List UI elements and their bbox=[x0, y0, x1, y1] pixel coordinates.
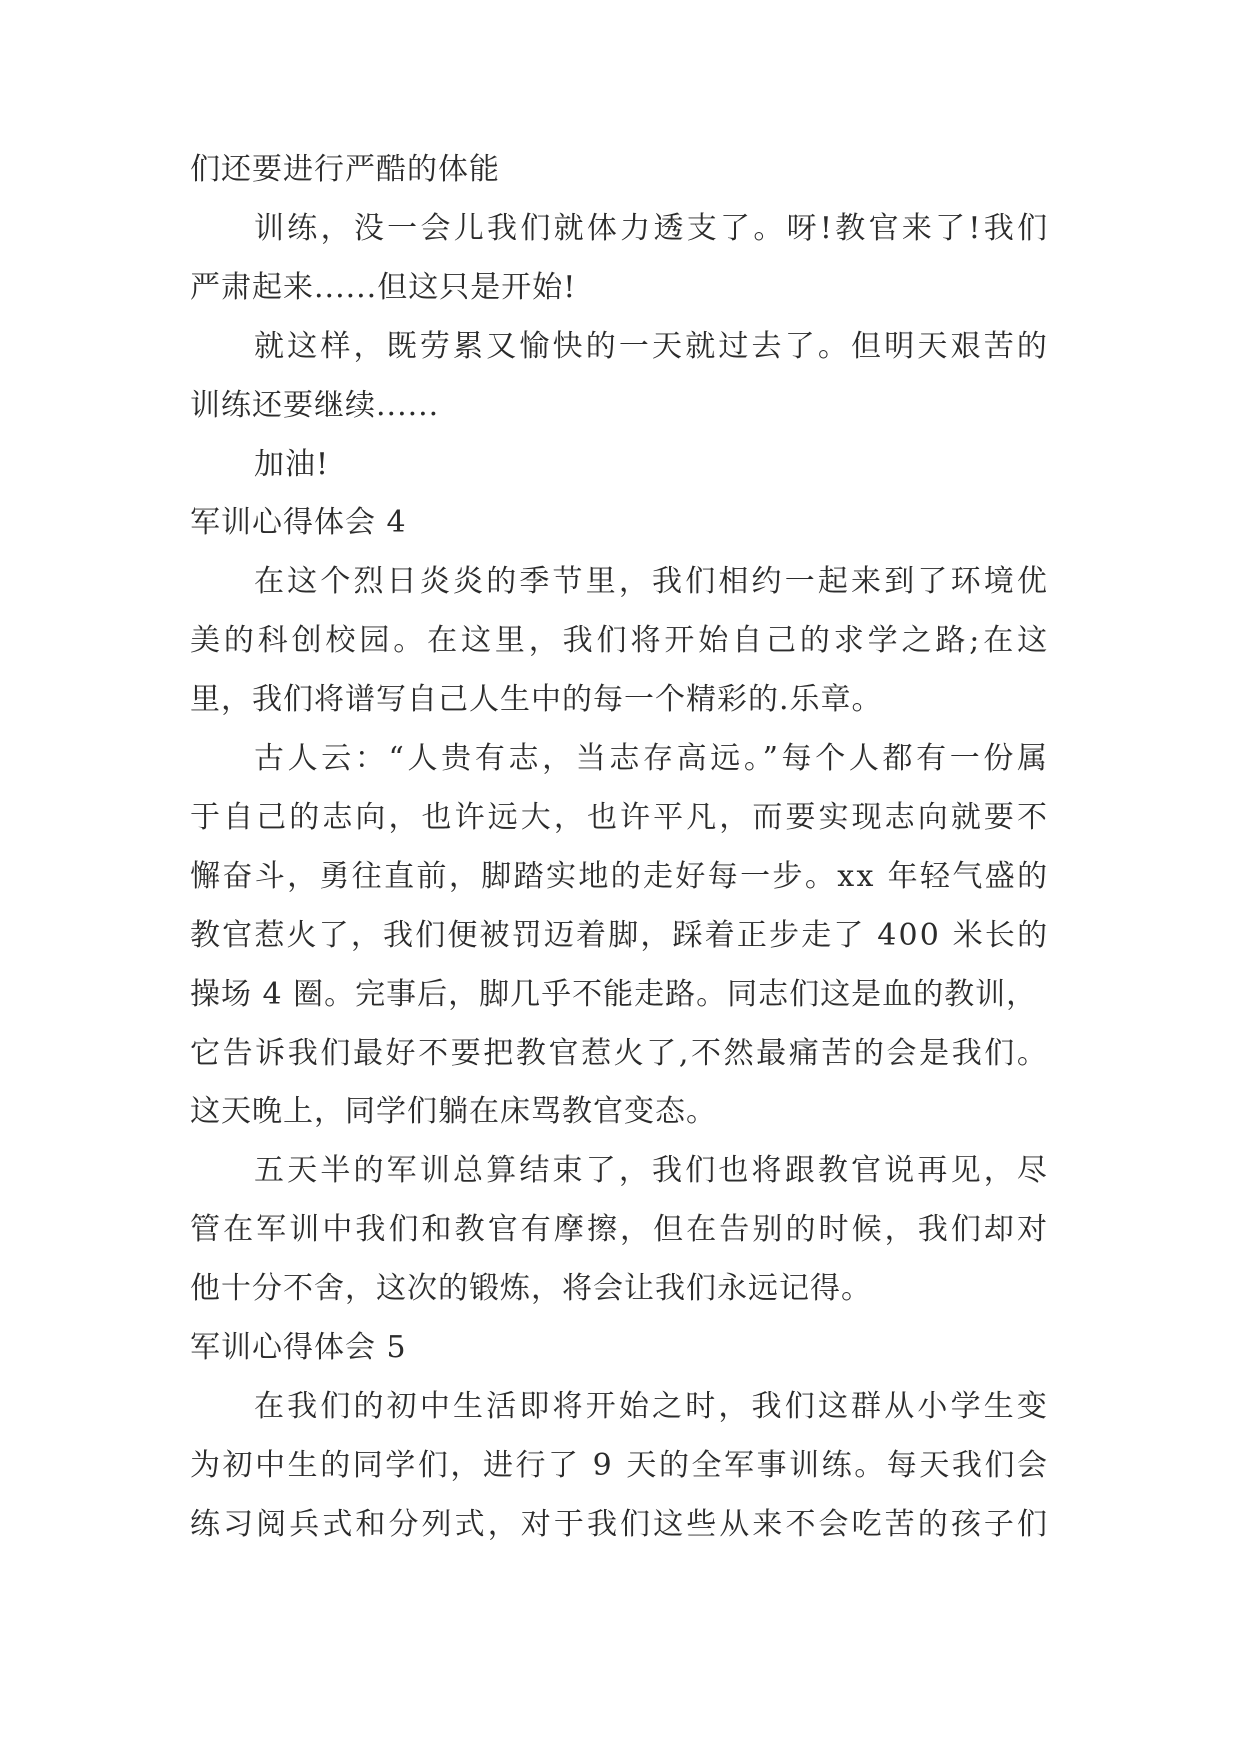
text-line: 教官惹火了，我们便被罚迈着脚，踩着正步走了 400 米长的 bbox=[190, 918, 1050, 953]
text-line: 古人云：“人贵有志，当志存高远。”每个人都有一份属 bbox=[254, 741, 1051, 776]
text-line: 们还要进行严酷的体能 bbox=[190, 152, 500, 187]
text-line: 他十分不舍，这次的锻炼，将会让我们永远记得。 bbox=[190, 1271, 872, 1306]
text-line: 它告诉我们最好不要把教官惹火了,不然最痛苦的会是我们。 bbox=[190, 1036, 1050, 1071]
section-heading: 军训心得体会 4 bbox=[190, 505, 407, 540]
text-line: 为初中生的同学们，进行了 9 天的全军事训练。每天我们会 bbox=[190, 1448, 1050, 1483]
text-line: 于自己的志向，也许远大，也许平凡，而要实现志向就要不 bbox=[190, 800, 1051, 835]
section-heading: 军训心得体会 5 bbox=[190, 1330, 407, 1365]
text-line: 里，我们将谱写自己人生中的每一个精彩的.乐章。 bbox=[190, 682, 883, 717]
text-line: 懈奋斗，勇往直前，脚踏实地的走好每一步。xx 年轻气盛的 bbox=[190, 859, 1050, 894]
text-line: 五天半的军训总算结束了，我们也将跟教官说再见，尽 bbox=[254, 1153, 1051, 1188]
text-line: 管在军训中我们和教官有摩擦，但在告别的时候，我们却对 bbox=[190, 1212, 1051, 1247]
text-line: 就这样，既劳累又愉快的一天就过去了。但明天艰苦的 bbox=[254, 329, 1051, 364]
text-line: 美的科创校园。在这里，我们将开始自己的求学之路;在这 bbox=[190, 623, 1051, 658]
text-line: 练习阅兵式和分列式，对于我们这些从来不会吃苦的孩子们 bbox=[190, 1507, 1051, 1542]
text-line: 在这个烈日炎炎的季节里，我们相约一起来到了环境优 bbox=[254, 564, 1051, 599]
text-line: 操场 4 圈。完事后，脚几乎不能走路。同志们这是血的教训， bbox=[190, 977, 1038, 1012]
text-line: 训练还要继续...... bbox=[190, 388, 440, 423]
text-line: 加油! bbox=[254, 447, 330, 482]
text-line: 训练，没一会儿我们就体力透支了。呀!教官来了!我们 bbox=[254, 211, 1051, 246]
text-line: 严肃起来......但这只是开始! bbox=[190, 270, 577, 305]
text-line: 在我们的初中生活即将开始之时，我们这群从小学生变 bbox=[254, 1389, 1051, 1424]
text-line: 这天晚上，同学们躺在床骂教官变态。 bbox=[190, 1094, 717, 1129]
